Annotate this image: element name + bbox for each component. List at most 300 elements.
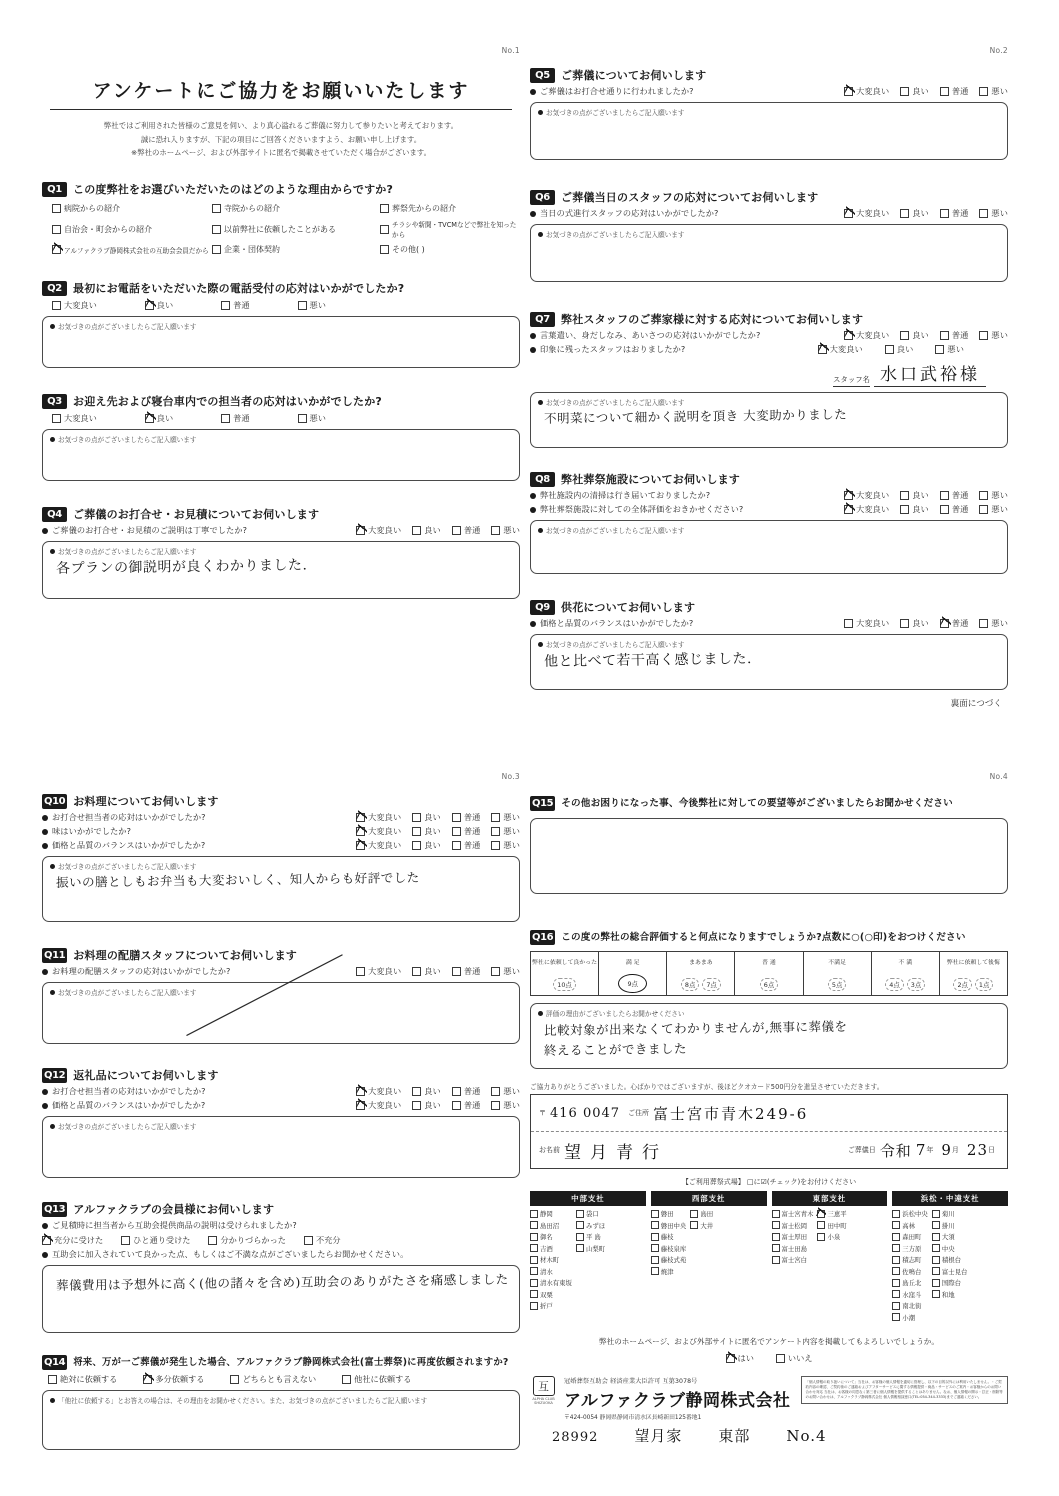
checkbox-icon-checked[interactable] (143, 1375, 152, 1384)
q11-option-2[interactable] (452, 966, 481, 977)
hall-item[interactable]: 浜松中央 (892, 1209, 928, 1218)
hall-item[interactable]: 山梨町 (576, 1244, 605, 1253)
checkbox-icon[interactable] (776, 1354, 785, 1363)
q8-s0-option-3[interactable] (979, 490, 1008, 501)
q3-option-1[interactable] (145, 413, 173, 424)
q10-s2-option-2[interactable] (452, 840, 481, 851)
hall-item[interactable]: 南北街 (892, 1301, 928, 1310)
checkbox-icon[interactable] (412, 841, 421, 850)
q6-option-0[interactable] (844, 208, 889, 219)
checkbox-icon[interactable] (342, 1375, 351, 1384)
checkbox-icon[interactable] (452, 841, 461, 850)
q12-s1-option-0[interactable] (356, 1100, 401, 1111)
checkbox-icon[interactable] (932, 1210, 940, 1218)
q12-s1-option-3[interactable] (491, 1100, 520, 1111)
q3-option-3[interactable] (298, 413, 326, 424)
checkbox-icon[interactable] (772, 1210, 780, 1218)
q13-comment-box[interactable] (42, 1265, 520, 1333)
checkbox-icon[interactable] (380, 245, 389, 254)
checkbox-icon[interactable] (530, 1290, 538, 1298)
checkbox-icon[interactable] (651, 1267, 659, 1275)
checkbox-icon[interactable] (979, 209, 988, 218)
hall-item[interactable]: 富士見台 (932, 1267, 968, 1276)
checkbox-icon[interactable] (452, 813, 461, 822)
q11-option-1[interactable] (412, 966, 441, 977)
hall-item[interactable]: 富士宮白 (772, 1255, 814, 1264)
checkbox-icon[interactable] (690, 1210, 698, 1218)
checkbox-icon[interactable] (940, 331, 949, 340)
checkbox-icon-checked[interactable] (356, 1087, 365, 1096)
q10-s1-option-0[interactable] (356, 826, 401, 837)
q1-option-6[interactable] (52, 244, 212, 255)
score-column-5[interactable] (872, 952, 940, 995)
checkbox-icon-checked[interactable] (818, 345, 827, 354)
checkbox-icon[interactable] (452, 1101, 461, 1110)
hall-item[interactable]: 大須 (932, 1232, 968, 1241)
q1-option-3[interactable] (52, 219, 212, 239)
hall-item[interactable]: 水窪斗 (892, 1290, 928, 1299)
q3-option-2[interactable] (221, 413, 249, 424)
q9-option-3[interactable] (979, 618, 1008, 629)
checkbox-icon[interactable] (52, 414, 61, 423)
checkbox-icon[interactable] (530, 1279, 538, 1287)
checkbox-icon[interactable] (208, 1236, 217, 1245)
checkbox-icon[interactable] (530, 1221, 538, 1229)
checkbox-icon[interactable] (900, 619, 909, 628)
score-value[interactable]: 1点 (975, 978, 993, 991)
checkbox-icon[interactable] (979, 505, 988, 514)
hall-item[interactable]: 掛川 (932, 1221, 968, 1230)
checkbox-icon[interactable] (491, 1101, 500, 1110)
hall-item[interactable]: 静岡 (530, 1209, 572, 1218)
checkbox-icon[interactable] (817, 1221, 825, 1229)
checkbox-icon[interactable] (576, 1244, 584, 1252)
checkbox-icon[interactable] (885, 345, 894, 354)
checkbox-icon[interactable] (979, 619, 988, 628)
checkbox-icon[interactable] (212, 204, 221, 213)
q10-s2-option-1[interactable] (412, 840, 441, 851)
q2-option-1[interactable] (145, 300, 173, 311)
hall-item[interactable]: 平 島 (576, 1232, 605, 1241)
checkbox-icon-checked[interactable] (42, 1236, 51, 1245)
hall-item[interactable]: 折戸 (530, 1301, 572, 1310)
checkbox-icon[interactable] (892, 1256, 900, 1264)
checkbox-icon[interactable] (690, 1221, 698, 1229)
q8-comment-box[interactable] (530, 520, 1008, 574)
checkbox-icon[interactable] (304, 1236, 313, 1245)
checkbox-icon[interactable] (212, 225, 221, 234)
hall-item[interactable]: 富士松岡 (772, 1221, 814, 1230)
checkbox-icon[interactable] (530, 1233, 538, 1241)
date-year: 7 (915, 1141, 927, 1159)
score-value-selected[interactable]: 9点 (624, 978, 640, 989)
q8-s1-option-1[interactable] (900, 504, 929, 515)
q13-option-3[interactable] (304, 1235, 341, 1246)
hall-item[interactable]: 三方原 (892, 1244, 928, 1253)
checkbox-icon[interactable] (900, 331, 909, 340)
q11-option-3[interactable] (491, 966, 520, 977)
q8-s1-option-0[interactable] (844, 504, 889, 515)
q12-s0-option-0[interactable] (356, 1086, 401, 1097)
checkbox-icon[interactable] (412, 1087, 421, 1096)
q8-s0-option-1[interactable] (900, 490, 929, 501)
checkbox-icon-checked[interactable] (145, 414, 154, 423)
checkbox-icon-checked[interactable] (356, 827, 365, 836)
checkbox-icon[interactable] (935, 345, 944, 354)
q7-s0-option-0[interactable] (844, 330, 889, 341)
q13-option-1[interactable] (121, 1235, 190, 1246)
q14-option-2[interactable] (230, 1374, 316, 1385)
checkbox-icon[interactable] (772, 1244, 780, 1252)
q4-option-2[interactable] (452, 525, 481, 536)
q5-option-2[interactable] (940, 86, 969, 97)
branch-seibu (651, 1191, 767, 1322)
hall-item[interactable]: 積根台 (932, 1255, 968, 1264)
checkbox-icon[interactable] (48, 1375, 57, 1384)
checkbox-icon[interactable] (932, 1279, 940, 1287)
checkbox-icon[interactable] (298, 414, 307, 423)
score-value[interactable]: 2点 (953, 978, 971, 991)
checkbox-icon[interactable] (892, 1267, 900, 1275)
q5-subquestion-0 (530, 86, 1008, 97)
q7-s0-option-1[interactable] (900, 330, 929, 341)
comment-hint: お気づきの点がございましたらご記入願います (538, 107, 1000, 117)
q5-comment-box[interactable] (530, 102, 1008, 160)
q10-comment-box[interactable] (42, 856, 520, 922)
hall-item[interactable]: 清水 (530, 1267, 572, 1276)
hall-item[interactable]: 焼津 (651, 1267, 687, 1276)
hall-item[interactable]: みずほ (576, 1221, 605, 1230)
score-column-1[interactable] (599, 952, 667, 995)
hall-item[interactable]: 小潮 (892, 1313, 928, 1322)
hall-item[interactable]: 袋口 (576, 1209, 605, 1218)
checkbox-icon[interactable] (452, 526, 461, 535)
hall-item[interactable]: 国際台 (932, 1278, 968, 1287)
checkbox-icon[interactable] (412, 813, 421, 822)
hall-item[interactable]: 中央 (932, 1244, 968, 1253)
q6-option-3[interactable] (979, 208, 1008, 219)
checkbox-icon[interactable] (892, 1233, 900, 1241)
checkbox-icon-checked[interactable] (726, 1354, 735, 1363)
q11-option-0[interactable] (356, 966, 401, 977)
q7-comment-box[interactable] (530, 392, 1008, 448)
q12-s0-option-1[interactable] (412, 1086, 441, 1097)
q2-option-3[interactable] (298, 300, 326, 311)
checkbox-icon[interactable] (491, 841, 500, 850)
q9-option-2[interactable] (940, 618, 969, 629)
checkbox-icon[interactable] (576, 1233, 584, 1241)
hall-item[interactable]: 磐田中央 (651, 1221, 687, 1230)
checkbox-icon[interactable] (452, 827, 461, 836)
score-value[interactable]: 7点 (702, 978, 720, 991)
checkbox-icon[interactable] (380, 225, 389, 234)
checkbox-icon[interactable] (530, 1210, 538, 1218)
q14-option-3[interactable] (342, 1374, 411, 1385)
hall-item-checked[interactable]: 三恵平 (817, 1209, 846, 1218)
hall-item[interactable]: 田中町 (817, 1221, 846, 1230)
checkbox-icon-checked[interactable] (356, 813, 365, 822)
checkbox-icon[interactable] (940, 505, 949, 514)
checkbox-icon[interactable] (412, 967, 421, 976)
checkbox-icon[interactable] (892, 1279, 900, 1287)
checkbox-icon[interactable] (651, 1221, 659, 1229)
checkbox-icon[interactable] (52, 301, 61, 310)
hall-item[interactable]: 藤枝泉库 (651, 1244, 687, 1253)
q1-option-5[interactable] (380, 219, 520, 239)
checkbox-icon[interactable] (772, 1256, 780, 1264)
checkbox-icon[interactable] (844, 619, 853, 628)
score-value[interactable]: 5点 (828, 978, 846, 991)
checkbox-icon[interactable] (452, 967, 461, 976)
q12-s0-option-3[interactable] (491, 1086, 520, 1097)
hall-item[interactable]: 富士宮青木 (772, 1209, 814, 1218)
checkbox-icon[interactable] (491, 1087, 500, 1096)
checkbox-icon[interactable] (651, 1233, 659, 1241)
checkbox-icon[interactable] (979, 331, 988, 340)
q2-comment-box[interactable] (42, 316, 520, 368)
q5-option-1[interactable] (900, 86, 929, 97)
checkbox-icon[interactable] (900, 491, 909, 500)
checkbox-icon[interactable] (932, 1290, 940, 1298)
q10-s0-option-3[interactable] (491, 812, 520, 823)
checkbox-icon[interactable] (491, 526, 500, 535)
q4-option-3[interactable] (491, 525, 520, 536)
q1-option-4[interactable] (212, 219, 380, 239)
checkbox-icon[interactable] (932, 1221, 940, 1229)
checkbox-icon[interactable] (530, 1302, 538, 1310)
q1-option-1[interactable] (212, 203, 380, 214)
q7-staff-name-field[interactable] (530, 360, 1008, 387)
checkbox-icon-checked[interactable] (356, 526, 365, 535)
checkbox-icon[interactable] (892, 1210, 900, 1218)
q6-option-2[interactable] (940, 208, 969, 219)
checkbox-icon[interactable] (491, 813, 500, 822)
q9-option-1[interactable] (900, 618, 929, 629)
score-column-3[interactable] (735, 952, 803, 995)
checkbox-icon[interactable] (892, 1290, 900, 1298)
q4-comment-box[interactable] (42, 541, 520, 599)
hall-item[interactable]: 藤枝 (651, 1232, 687, 1241)
checkbox-icon-checked[interactable] (844, 491, 853, 500)
checkbox-icon[interactable] (940, 87, 949, 96)
q8-s1-option-2[interactable] (940, 504, 969, 515)
q8-s0-option-0[interactable] (844, 490, 889, 501)
checkbox-icon[interactable] (412, 827, 421, 836)
hall-item[interactable]: 双栗 (530, 1290, 572, 1299)
q7-s1-option-2[interactable] (935, 344, 964, 355)
q12-s1-option-2[interactable] (452, 1100, 481, 1111)
hall-item[interactable]: 吉酒 (530, 1244, 572, 1253)
q1-option-0[interactable] (52, 203, 212, 214)
consent-option-yes[interactable] (726, 1353, 754, 1364)
q12-comment-box[interactable] (42, 1116, 520, 1178)
q15-comment-box[interactable] (530, 818, 1008, 894)
checkbox-icon-checked[interactable] (356, 1101, 365, 1110)
checkbox-icon[interactable] (52, 204, 61, 213)
q7-s0-option-3[interactable] (979, 330, 1008, 341)
checkbox-icon[interactable] (817, 1233, 825, 1241)
checkbox-icon-checked[interactable] (844, 87, 853, 96)
q14-option-1[interactable] (143, 1374, 204, 1385)
checkbox-icon[interactable] (412, 1101, 421, 1110)
checkbox-icon[interactable] (900, 209, 909, 218)
checkbox-icon[interactable] (576, 1210, 584, 1218)
score-value[interactable]: 10点 (553, 978, 576, 991)
q7-s1-option-1[interactable] (885, 344, 914, 355)
checkbox-icon[interactable] (121, 1236, 130, 1245)
hall-item[interactable]: 材木町 (530, 1255, 572, 1264)
checkbox-icon[interactable] (892, 1302, 900, 1310)
q6-comment-box[interactable] (530, 224, 1008, 282)
hall-item[interactable]: 佐鳴台 (892, 1267, 928, 1276)
q3-option-0[interactable] (52, 413, 97, 424)
q1-option-8[interactable] (380, 244, 520, 255)
checkbox-icon[interactable] (932, 1256, 940, 1264)
checkbox-icon[interactable] (530, 1244, 538, 1252)
q10-s2-option-0[interactable] (356, 840, 401, 851)
checkbox-icon[interactable] (772, 1233, 780, 1241)
option-label: 大変良い (368, 840, 402, 850)
q9-option-0[interactable] (844, 618, 889, 629)
q7-s1-option-0[interactable] (818, 344, 863, 355)
hall-item[interactable]: 高林 (892, 1221, 928, 1230)
page-number-3: No.3 (501, 772, 520, 781)
checkbox-icon[interactable] (491, 827, 500, 836)
hall-item[interactable]: 森田町 (892, 1232, 928, 1241)
checkbox-icon[interactable] (932, 1233, 940, 1241)
checkbox-icon-checked[interactable] (356, 841, 365, 850)
checkbox-icon[interactable] (530, 1256, 538, 1264)
q13-option-2[interactable] (208, 1235, 286, 1246)
q8-s1-option-3[interactable] (979, 504, 1008, 515)
hall-item[interactable]: 清水有東坂 (530, 1278, 572, 1287)
score-value[interactable]: 8点 (681, 978, 699, 991)
q5-option-0[interactable] (844, 86, 889, 97)
checkbox-icon-checked[interactable] (844, 331, 853, 340)
hall-item[interactable]: 和地 (932, 1290, 968, 1299)
score-value[interactable]: 4点 (885, 978, 903, 991)
q11-comment-box[interactable] (42, 982, 520, 1044)
q9-comment-box[interactable] (530, 634, 1008, 690)
checkbox-icon-checked[interactable] (940, 619, 949, 628)
checkbox-icon[interactable] (52, 225, 61, 234)
checkbox-icon[interactable] (452, 1087, 461, 1096)
checkbox-icon[interactable] (221, 414, 230, 423)
hall-item[interactable]: 大井 (690, 1221, 713, 1230)
q4-option-0[interactable] (356, 525, 401, 536)
hall-item[interactable]: 小泉 (817, 1232, 846, 1241)
hall-item[interactable]: 富士田島 (772, 1244, 814, 1253)
checkbox-icon[interactable] (230, 1375, 239, 1384)
checkbox-icon[interactable] (892, 1244, 900, 1252)
q16-comment-box[interactable] (530, 1003, 1008, 1069)
q10-s0-option-1[interactable] (412, 812, 441, 823)
checkbox-icon[interactable] (212, 245, 221, 254)
checkbox-icon[interactable] (412, 526, 421, 535)
hall-item[interactable]: 島田 (690, 1209, 713, 1218)
checkbox-icon[interactable] (940, 491, 949, 500)
score-column-4[interactable] (804, 952, 872, 995)
q10-s1-option-3[interactable] (491, 826, 520, 837)
checkbox-icon[interactable] (491, 967, 500, 976)
checkbox-icon[interactable] (651, 1256, 659, 1264)
hall-item[interactable]: 島丘北 (892, 1278, 928, 1287)
checkbox-icon[interactable] (979, 491, 988, 500)
name-date-row[interactable] (531, 1132, 1007, 1168)
hall-item[interactable]: 菊川 (932, 1209, 968, 1218)
q1-option-2[interactable] (380, 203, 520, 214)
hall-item[interactable]: 藤枝式苑 (651, 1255, 687, 1264)
checkbox-icon[interactable] (356, 967, 365, 976)
q12-s0-option-2[interactable] (452, 1086, 481, 1097)
checkbox-icon-checked[interactable] (817, 1210, 825, 1218)
checkbox-icon[interactable] (900, 87, 909, 96)
score-value[interactable]: 3点 (907, 978, 925, 991)
q1-option-7[interactable] (212, 244, 380, 255)
q8-s0-option-2[interactable] (940, 490, 969, 501)
checkbox-icon[interactable] (979, 87, 988, 96)
checkbox-icon[interactable] (940, 209, 949, 218)
q10-s1-option-2[interactable] (452, 826, 481, 837)
hall-item[interactable]: 御名 (530, 1232, 572, 1241)
hall-item[interactable]: 磐田 (651, 1209, 687, 1218)
checkbox-icon-checked[interactable] (145, 301, 154, 310)
checkbox-icon[interactable] (221, 301, 230, 310)
q10-s1-option-1[interactable] (412, 826, 441, 837)
checkbox-icon[interactable] (900, 505, 909, 514)
checkbox-icon-checked[interactable] (52, 245, 61, 254)
consent-option-no[interactable] (776, 1353, 813, 1364)
checkbox-icon[interactable] (892, 1313, 900, 1321)
q14-comment-box[interactable] (42, 1390, 520, 1450)
score-column-6[interactable] (940, 952, 1007, 995)
q12-s1-option-1[interactable] (412, 1100, 441, 1111)
address-row[interactable] (531, 1095, 1007, 1132)
q10-s0-option-2[interactable] (452, 812, 481, 823)
checkbox-icon[interactable] (772, 1221, 780, 1229)
checkbox-icon-checked[interactable] (844, 209, 853, 218)
q14-option-0[interactable] (48, 1374, 117, 1385)
checkbox-icon[interactable] (932, 1244, 940, 1252)
checkbox-icon[interactable] (932, 1267, 940, 1275)
checkbox-icon[interactable] (892, 1221, 900, 1229)
q13-option-0[interactable] (42, 1235, 103, 1246)
score-column-0[interactable] (531, 952, 599, 995)
checkbox-icon[interactable] (651, 1210, 659, 1218)
q5-option-3[interactable] (979, 86, 1008, 97)
hall-item[interactable]: 島田沼 (530, 1221, 572, 1230)
hall-item[interactable]: 富士厚田 (772, 1232, 814, 1241)
option-label: 良い (912, 618, 929, 628)
checkbox-icon[interactable] (530, 1267, 538, 1275)
q3-comment-box[interactable] (42, 429, 520, 481)
q10-s0-option-0[interactable] (356, 812, 401, 823)
q10-s2-option-3[interactable] (491, 840, 520, 851)
q2-option-2[interactable] (221, 300, 249, 311)
checkbox-icon-checked[interactable] (844, 505, 853, 514)
checkbox-icon[interactable] (576, 1221, 584, 1229)
checkbox-icon[interactable] (380, 204, 389, 213)
checkbox-icon[interactable] (298, 301, 307, 310)
q7-s0-option-2[interactable] (940, 330, 969, 341)
q4-option-1[interactable] (412, 525, 441, 536)
hall-item[interactable]: 積志町 (892, 1255, 928, 1264)
checkbox-icon[interactable] (651, 1244, 659, 1252)
q6-option-1[interactable] (900, 208, 929, 219)
q2-option-0[interactable] (52, 300, 97, 311)
score-column-2[interactable] (667, 952, 735, 995)
score-value[interactable]: 6点 (760, 978, 778, 991)
